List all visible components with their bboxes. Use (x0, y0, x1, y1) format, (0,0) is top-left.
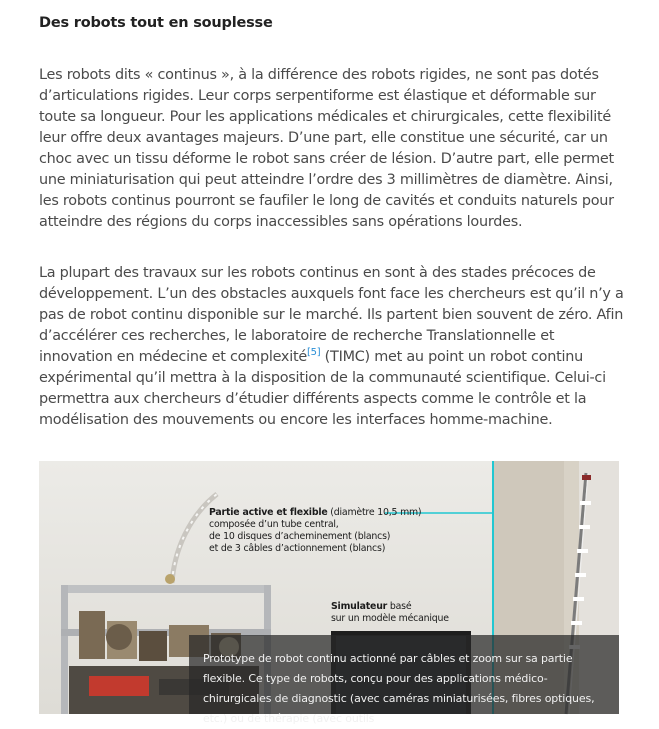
paragraph-2-text-start: La plupart des travaux sur les robots continus en sont à des stades précoces de développement. L’un des obstacles auxquels font face les chercheurs est qu’il n’y a pas de robot continu disponible sur le marché. Ils partent bien souvent de zéro. Afin d’accélérer ces recherches, le laboratoire de recherche Translationnelle et innovation en médecine et complexité (39, 265, 624, 365)
section-title: Des robots tout en souplesse (39, 15, 273, 31)
paragraph-2 (39, 263, 624, 431)
annotation-1-line-3: de 10 disques d’acheminement (blancs) (209, 531, 391, 542)
paragraph-2-text-end: (TIMC) met au point un robot continu expérimental qu’il mettra à la disposition de la communauté scientifique. Celui-ci permettra aux chercheurs d’étudier différents aspects comme le contrôle et la modélisation des mouvements ou encore les interfaces homme-machine. (39, 349, 606, 428)
annotation-flexible-part (209, 507, 421, 555)
paragraph-1: Les robots dits « continus », à la différence des robots rigides, ne sont pas dotés d’articulations rigides. Leur corps serpentiforme est élastique et déformable sur toute sa longueur. Pour les applications médicales et chirurgicales, cette flexibilité leur offre deux avantages majeurs. D’une part, elle constitue une sécurité, car un choc avec un tissu déforme le robot sans créer de lésion. D’autre part, elle permet une miniaturisation qui peut atteindre l’ordre des 3 millimètres de diamètre. Ainsi, les robots continus pourront se faufiler le long de cavités et conduits naturels pour atteindre des régions du corps inaccessibles sans opérations lourdes. (39, 67, 614, 230)
annotation-1-line-2: composée d’un tube central, (209, 519, 339, 530)
annotation-2-rest: basé (387, 601, 412, 612)
robot-figure[interactable] (39, 461, 619, 725)
footnote-link-5[interactable]: [5] (306, 347, 321, 359)
figure-caption: Prototype de robot continu actionné par câbles et zoom sur sa partie flexible. Ce type de robots, conçu pour des applications médico-chirurgicales de diagnostic (avec caméras miniaturisées, fibres optiques, etc.) ou de thérapie (avec outils (189, 635, 619, 714)
annotation-simulator (331, 601, 449, 625)
annotation-1-diameter: (diamètre 10,5 mm) (327, 507, 422, 518)
annotation-1-title: Partie active et flexible (209, 507, 328, 518)
annotation-2-line-2: sur un modèle mécanique (331, 613, 449, 624)
annotation-2-title: Simulateur (331, 601, 388, 612)
annotation-1-line-4: et de 3 câbles d’actionnement (blancs) (209, 543, 386, 554)
